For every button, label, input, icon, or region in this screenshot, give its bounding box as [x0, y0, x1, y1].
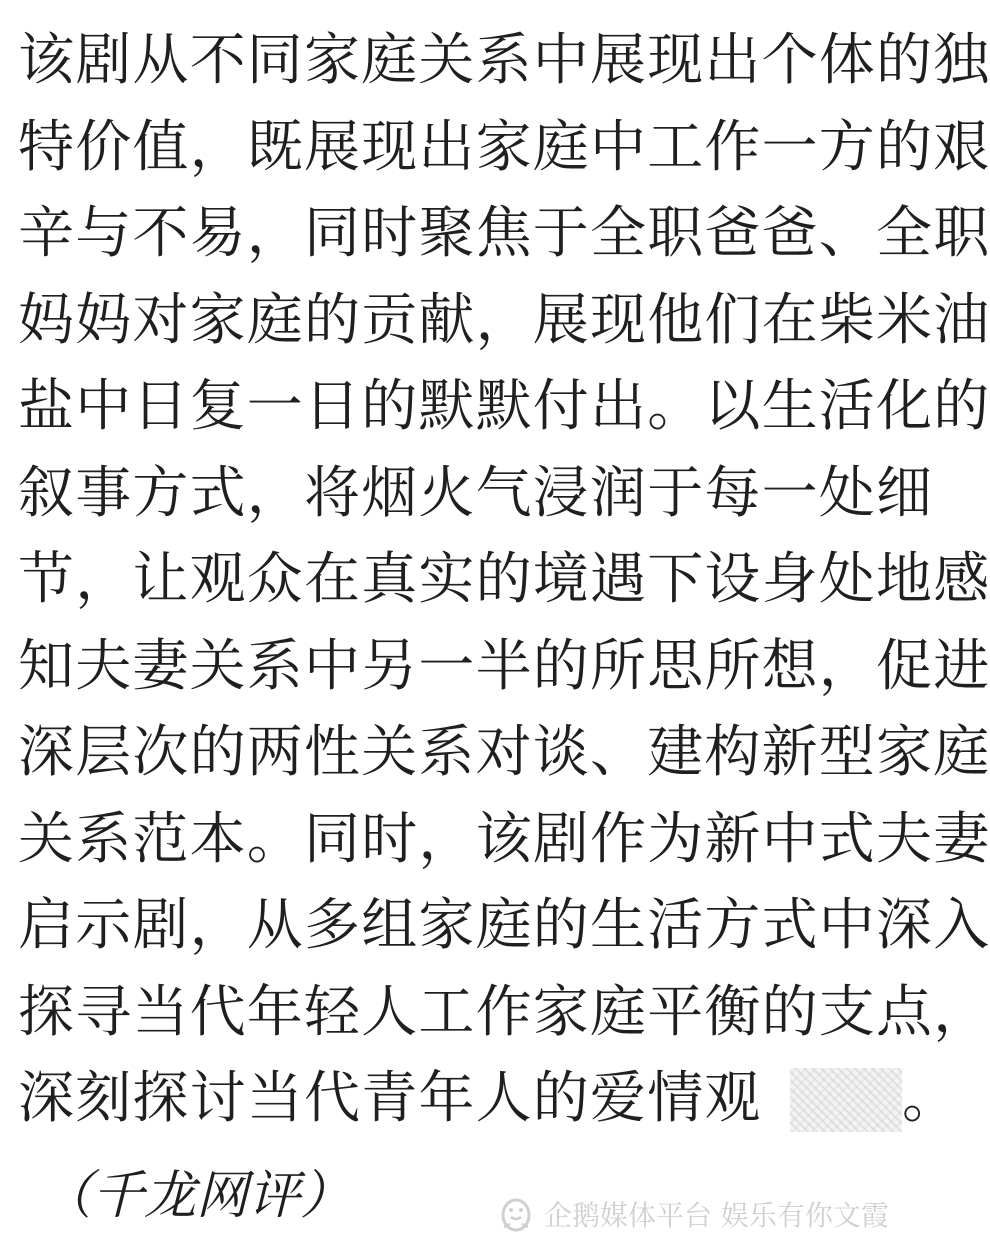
article-line: 盐中日复一日的默默付出。以生活化的	[18, 374, 990, 439]
article-body	[18, 18, 990, 1143]
article-line: 特价值，既展现出家庭中工作一方的艰	[18, 114, 990, 180]
article-line: 辛与不易，同时聚焦于全职爸爸、全职	[18, 201, 990, 266]
article-line: 该剧从不同家庭关系中展现出个体的独	[18, 28, 990, 93]
article-source: （千龙网评）	[40, 1166, 353, 1226]
article-last-text: 深刻探讨当代青年人的爱情观	[18, 1066, 762, 1131]
platform-watermark	[496, 1190, 889, 1238]
article-line: 探寻当代年轻人工作家庭平衡的支点，	[18, 979, 990, 1045]
article-line: 叙事方式，将烟火气浸润于每一处细	[18, 460, 934, 526]
redacted-blur-patch	[790, 1068, 902, 1132]
article-line: 知夫妻关系中另一半的所思所想，促进	[18, 633, 990, 699]
article-line: 启示剧，从多组家庭的生活方式中深入	[18, 893, 990, 958]
watermark-text: 企鹅媒体平台 娱乐有你文霞	[544, 1199, 889, 1232]
article-line: 节，让观众在真实的境遇下设身处地感	[18, 547, 990, 612]
article-line: 深层次的两性关系对谈、建构新型家庭	[18, 720, 990, 785]
article-line: 关系范本。同时，该剧作为新中式夫妻	[18, 806, 990, 872]
article-line: 妈妈对家庭的贡献，展现他们在柴米油	[18, 287, 990, 353]
penguin-icon	[496, 1194, 536, 1234]
article-line-last	[18, 1056, 960, 1143]
article-last-period: 。	[902, 1066, 960, 1131]
